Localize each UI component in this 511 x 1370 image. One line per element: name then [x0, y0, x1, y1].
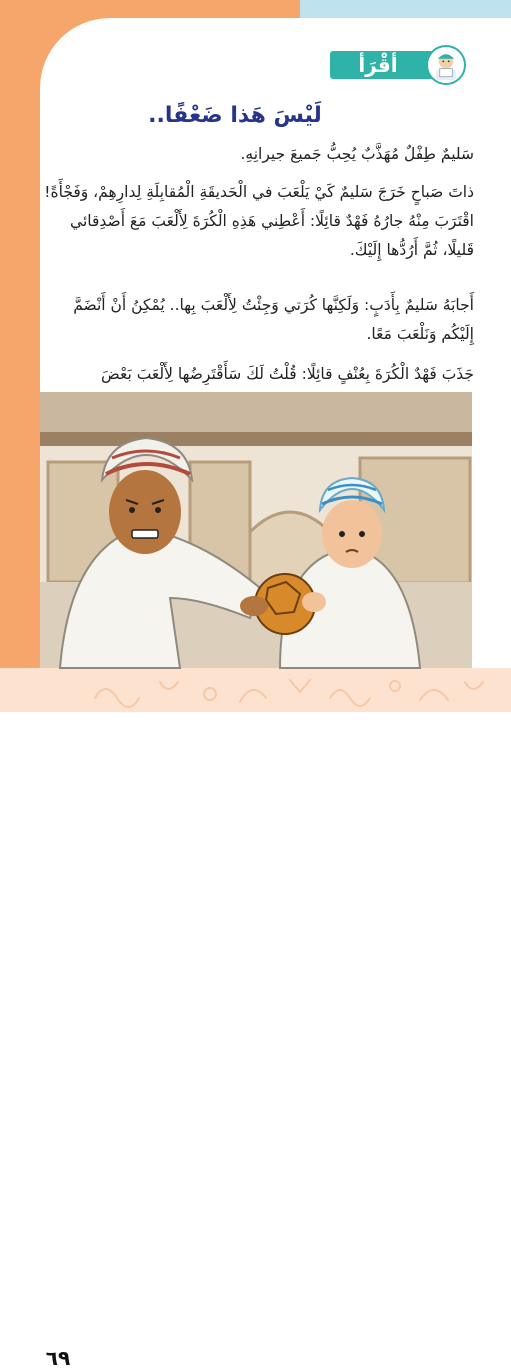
reading-child-icon: [426, 45, 466, 85]
badge-label: أَقْرَأُ: [358, 53, 398, 77]
story-paragraph-2: ذاتَ صَباحٍ خَرَجَ سَليمٌ كَيْ يَلْعَبَ في الْحَديقَةِ الْمُقابِلَةِ لِدارِهِمْ، وَفَجْأَةً! اقْتَرَبَ مِنْهُ جارُهُ فَهْدٌ قائِلًا: أَعْطِني هَذِهِ الْكُرَةَ لِأَلْعَبَ مَعَ أَصْدِقائي قَليلًا، ثُمَّ أَرُدُّها إِلَيْكَ.: [44, 183, 474, 259]
story-title: لَيْسَ هَذا ضَعْفًا..: [148, 103, 322, 128]
lesson-badge: [330, 45, 470, 85]
page-number: ٦٩: [45, 1346, 71, 1370]
story-paragraph-3: أَجابَهُ سَليمٌ بِأَدَبٍ: وَلَكِنَّها كُرَتي وَجِئْتُ لِأَلْعَبَ بِها.. يُمْكِنُ أَنْ أَنْضَمَّ إِلَيْكُم وَنَلْعَبَ مَعًا.: [73, 296, 474, 343]
story-illustration: [40, 392, 472, 668]
story-paragraph-4: جَذَبَ فَهْدٌ الْكُرَةَ بِعُنْفٍ قائِلًا: قُلْتُ لَكَ سَأَقْتَرِضُها لِأَلْعَبَ بَعْضَ: [101, 365, 474, 383]
footer-pattern-icon: [0, 668, 511, 712]
page-footer: [0, 668, 511, 1370]
story-paragraph-1: سَليمٌ طِفْلٌ مُهَذَّبٌ يُحِبُّ جَميعَ جيرانِهِ.: [240, 145, 474, 163]
